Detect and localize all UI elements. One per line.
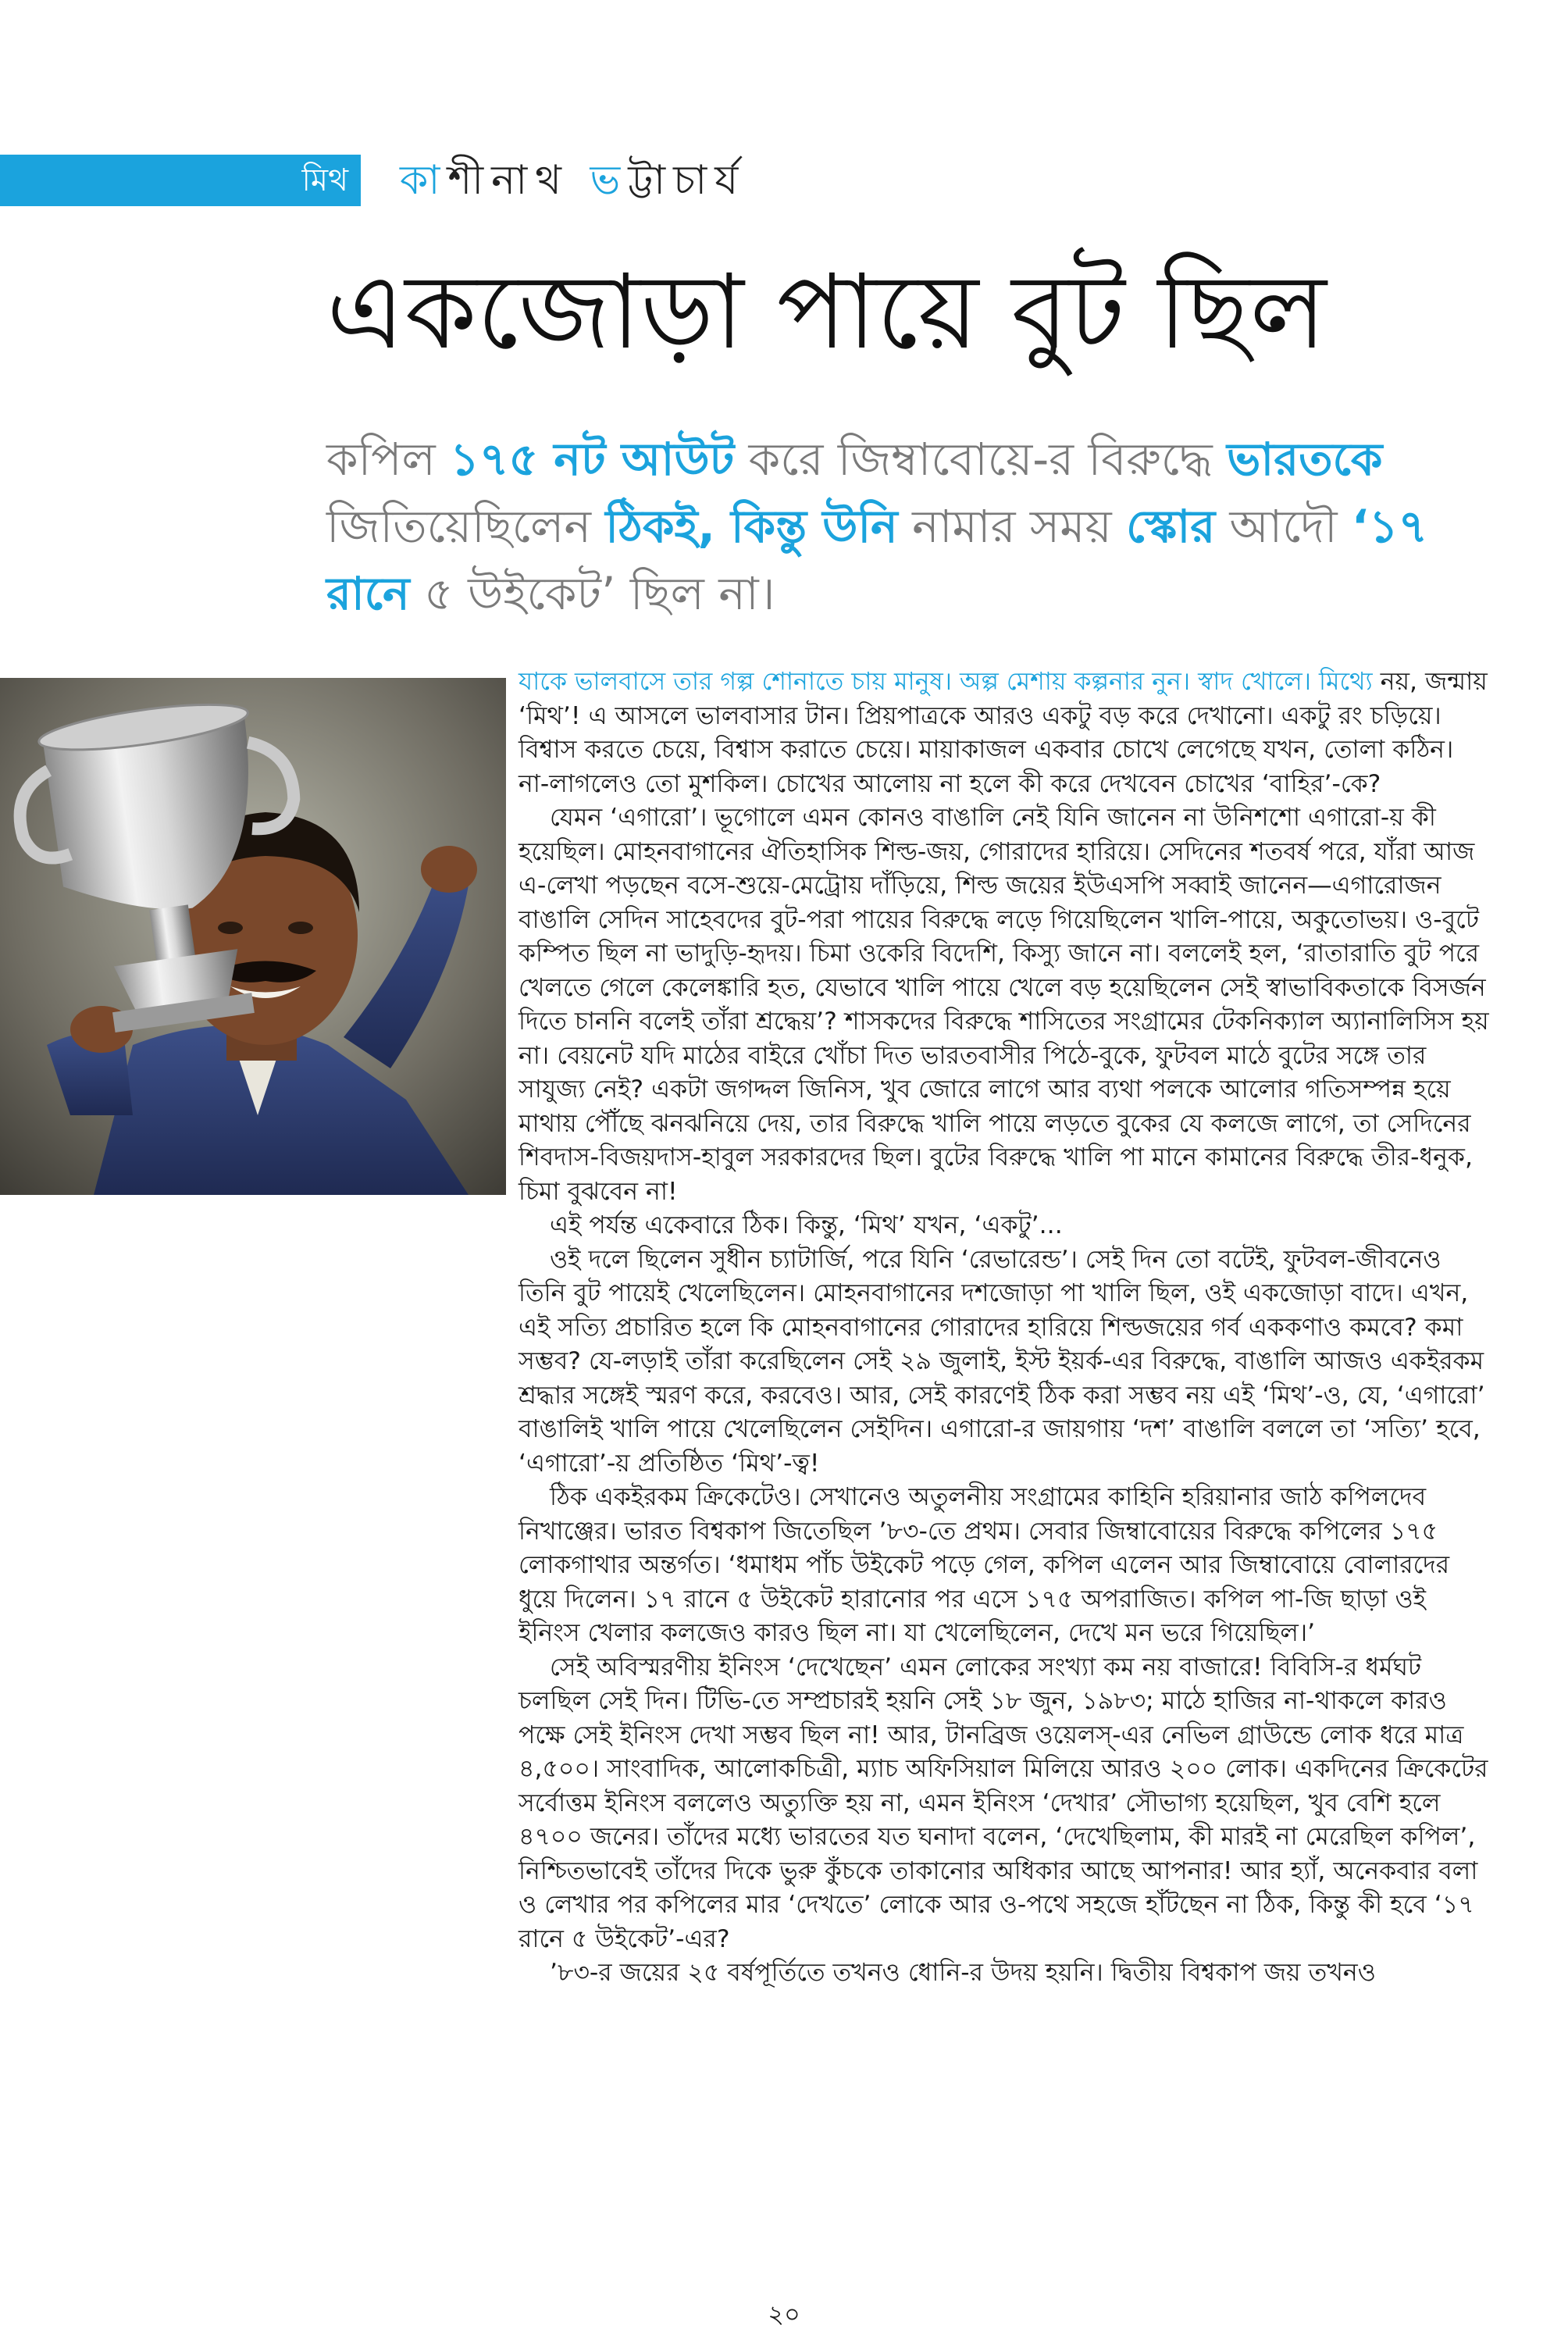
article-paragraph-6: সেই অবিস্মরণীয় ইনিংস ‘দেখেছেন’ এমন লোকের সংখ্যা কম নয় বাজারে! বিবিসি-র ধর্মঘট চলছিল সেই দিন। টিভি-তে সম্প্রচারই হয়নি সেই ১৮ জুন, ১৯৮৩; মাঠে হাজির না-থাকলে কারও পক্ষে সেই ইনিংস দেখা সম্ভব ছিল না! আর, টানব্রিজ ওয়েলস্-এর নেভিল গ্রাউন্ডে লোক ধরে মাত্র ৪,৫০০। সাংবাদিক, আলোকচিত্রী, ম্যাচ অফিসিয়াল মিলিয়ে আরও ২০০ লোক। একদিনের ক্রিকেটের সর্বোত্তম ইনিংস বললেও অত্যুক্তি হয় না, এমন ইনিংস ‘দেখার’ সৌভাগ্য হয়েছিল, খুব বেশি হলে ৪৭০০ জনের। তাঁদের মধ্যে ভারতের যত ঘনাদা বলেন, ‘দেখেছিলাম, কী মারই না মেরেছিল কপিল’, নিশ্চিতভাবেই তাঁদের দিকে ভুরু কুঁচকে তাকানোর অধিকার আছে আপনার! আর হ্যাঁ, অনেকবার বলা ও লেখার পর কপিলের মার ‘দেখতে’ লোকে আর ও-পথে সহজে হাঁটছেন না ঠিক, কিন্তু কী হবে ‘১৭ রানে ৫ উইকেট’-এর? (519, 1653, 1488, 1953)
byline-last-accent: ভ (590, 157, 629, 204)
headline: একজোড়া পায়ে বুট ছিল (326, 252, 1327, 373)
article-paragraph-3: এই পর্যন্ত একেবারে ঠিক। কিন্তু, ‘মিথ’ যখন, ‘একটু’... (550, 1211, 1063, 1239)
deck-highlight-5: ‘১৭ রানে (326, 500, 1428, 620)
article-lead: যাকে ভালবাসে তার গল্প শোনাতে চায় মানুষ। অল্প মেশায় কল্পনার নুন। স্বাদ খোলে। মিথ্যে (519, 668, 1373, 696)
article-paragraph-4: ওই দলে ছিলেন সুধীন চ্যাটার্জি, পরে যিনি ‘রেভারেন্ড’। সেই দিন তো বটেই, ফুটবল-জীবনেও তিনি বুট পায়েই খেলেছিলেন। মোহনবাগানের দশজোড়া পা খালি ছিল, ওই একজোড়া বাদে। এখন, এই সত্যি প্রচারিত হলে কি মোহনবাগানের গোরাদের হারিয়ে শিল্ডজয়ের গর্ব এককণাও কমবে? কমা সম্ভব? যে-লড়াই তাঁরা করেছিলেন সেই ২৯ জুলাই, ইস্ট ইয়র্ক-এর বিরুদ্ধে, বাঙালি আজও একইরকম শ্রদ্ধার সঙ্গেই স্মরণ করে, করবেও। আর, সেই কারণেই ঠিক করা সম্ভব নয় এই ‘মিথ’-ও, যে, ‘এগারো’ বাঙালিই খালি পায়ে খেলেছিলেন সেইদিন। এগারো-র জায়গায় ‘দশ’ বাঙালি বললে তা ‘সত্যি’ হবে, ‘এগারো’-য় প্রতিষ্ঠিত ‘মিথ’-ত্ব! (519, 1245, 1485, 1478)
deck-text-2: করে জিম্বাবোয়ে-র বিরুদ্ধে (734, 433, 1228, 486)
article-paragraph-2: যেমন ‘এগারো’। ভূগোলে এমন কোনও বাঙালি নেই যিনি জানেন না উনিশশো এগারো-য় কী হয়েছিল। মোহনবাগানের ঐতিহাসিক শিল্ড-জয়, গোরাদের হারিয়ে। সেদিনের শতবর্ষ পরে, যাঁরা আজ এ-লেখা পড়ছেন বসে-শুয়ে-মেট্রোয় দাঁড়িয়ে, শিল্ড জয়ের ইউএসপি সব্বাই জানেন—এগারোজন বাঙালি সেদিন সাহেবদের বুট-পরা পায়ের বিরুদ্ধে লড়ে গিয়েছিলেন খালি-পায়ে, অকুতোভয়। ও-বুটে কম্পিত ছিল না ভাদুড়ি-হৃদয়। চিমা ওকেরি বিদেশি, কিস্যু জানে না। বললেই হল, ‘রাতারাতি বুট পরে খেলতে গেলে কেলেঙ্কারি হত, যেভাবে খালি পায়ে খেলে বড় হয়েছিলেন সেই স্বাভাবিকতাকে বিসর্জন দিতে চাননি বলেই তাঁরা শ্রদ্ধেয়’? শাসকদের বিরুদ্ধে শাসিতের সংগ্রামের টেকনিক্যাল অ্যানালিসিস হয় না। বেয়নেট যদি মাঠের বাইরে খোঁচা দিত ভারতবাসীর পিঠে-বুকে, ফুটবল মাঠে বুটের সঙ্গে তার সাযুজ্য নেই? একটা জগদ্দল জিনিস, খুব জোরে লাগে আর ব্যথা পলকে আলোর গতিসম্পন্ন হয়ে মাথায় পৌঁছে ঝনঝনিয়ে দেয়, তার বিরুদ্ধে খালি পায়ে লড়তে বুকের যে কলজে লাগে, তা সেদিনের শিবদাস-বিজয়দাস-হাবুল সরকারদের ছিল। বুটের বিরুদ্ধে খালি পা মানে কামানের বিরুদ্ধে তীর-ধনুক, চিমা বুঝবেন না! (519, 804, 1489, 1206)
deck-highlight-2: ভারতকে (1227, 433, 1383, 486)
section-tag (0, 155, 361, 206)
deck-text-6: ৫ উইকেট’ ছিল না। (409, 567, 775, 620)
author-byline (400, 153, 746, 208)
deck-highlight-3: ঠিকই, কিন্তু উনি (605, 500, 898, 553)
trophy-photo (0, 678, 506, 1195)
deck-highlight-1: ১৭৫ নট আউট (450, 433, 735, 486)
deck-text-5: আদৌ (1215, 500, 1352, 553)
byline-last-rest: ট্টাচার্য (628, 157, 747, 204)
article-paragraph-5: ঠিক একইরকম ক্রিকেটেও। সেখানেও অতুলনীয় সংগ্রামের কাহিনি হরিয়ানার জাঠ কপিলদেব নিখাঞ্জের। ভারত বিশ্বকাপ জিতেছিল ’৮৩-তে প্রথম। সেবার জিম্বাবোয়ের বিরুদ্ধে কপিলের ১৭৫ লোকগাথার অন্তর্গত। ‘ধমাধম পাঁচ উইকেট পড়ে গেল, কপিল এলেন আর জিম্বাবোয়ে বোলারদের ধুয়ে দিলেন। ১৭ রানে ৫ উইকেট হারানোর পর এসে ১৭৫ অপরাজিত। কপিল পা-জি ছাড়া ওই ইনিংস খেলার কলজেও কারও ছিল না। যা খেলেছিলেন, দেখে মন ভরে গিয়েছিল।’ (519, 1483, 1450, 1647)
article-paragraph-7: ’৮৩-র জয়ের ২৫ বর্ষপূর্তিতে তখনও ধোনি-র উদয় হয়নি। দ্বিতীয় বিশ্বকাপ জয় তখনও (550, 1959, 1376, 1987)
page-number: ২০ (768, 2299, 800, 2329)
deck-text-3: জিতিয়েছিলেন (326, 500, 606, 553)
deck-highlight-4: স্কোর (1126, 500, 1216, 553)
article-p1-rest: নয়, জন্মায় ‘মিথ’! এ আসলে ভালবাসার টান। প্রিয়পাত্রকে আরও একটু বড় করে দেখানো। একটু রং চড়িয়ে। বিশ্বাস করতে চেয়ে, বিশ্বাস করাতে চেয়ে। মায়াকাজল একবার চোখে লেগেছে যখন, তোলা কঠিন। না-লাগলেও তো মুশকিল। চোখের আলোয় না হলে কী করে দেখবেন চোখের ‘বাহির’-কে? (519, 668, 1488, 798)
deck-text-4: নামার সময় (897, 500, 1127, 553)
section-label: মিথ (301, 162, 348, 198)
byline-first-rest: শীনাথ (447, 157, 569, 204)
article-paragraph-1 (519, 665, 1490, 801)
byline-first-accent: কা (400, 157, 448, 204)
article-body (519, 665, 1490, 1991)
deck-subtitle (326, 426, 1451, 627)
deck-text-1: কপিল (326, 433, 451, 486)
